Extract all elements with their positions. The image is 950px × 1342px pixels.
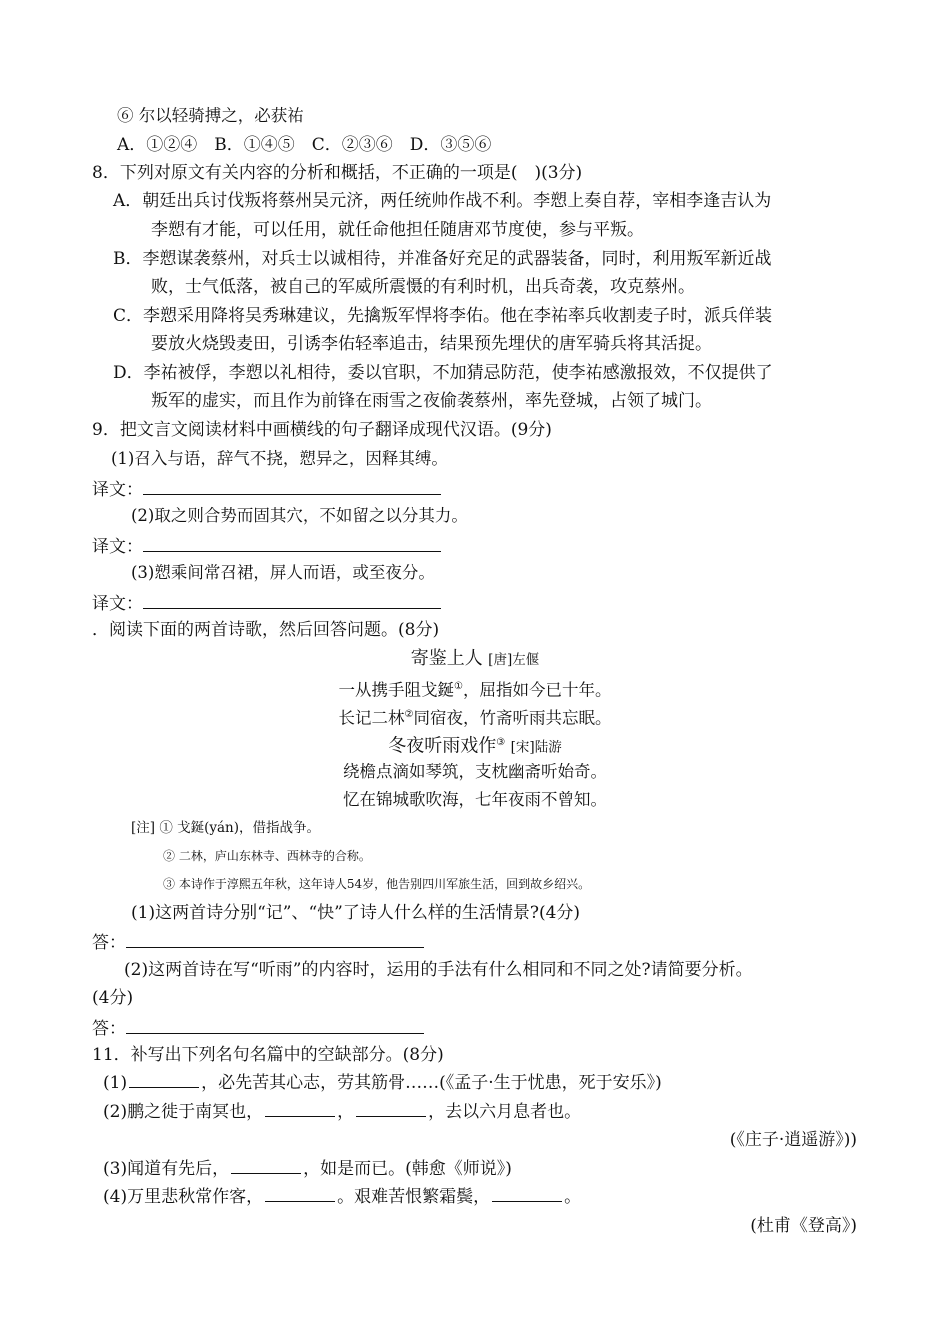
q11-item-3-text-b: ，如是而已。(韩愈《师说》)	[303, 1159, 512, 1179]
q10-answer-1	[92, 929, 424, 955]
q7-item-6: ⑥ 尔以轻骑搏之，必获祐	[117, 106, 304, 125]
fill-blank[interactable]	[492, 1185, 562, 1202]
answer-blank-line[interactable]	[126, 1015, 424, 1034]
note-3: ③ 本诗作于淳熙五年秋，这年诗人54岁，他告别四川军旅生活，回到故乡绍兴。	[163, 877, 591, 891]
fill-blank[interactable]	[231, 1157, 301, 1174]
poem1-line-2-text-b: 同宿夜，竹斋听雨共忘眠。	[413, 708, 612, 728]
poem2-line-1: 绕檐点滴如琴筑，支枕幽斋听始奇。	[343, 762, 607, 781]
poem1-title: 寄鉴上人	[410, 648, 483, 669]
answer-label: 答：	[92, 933, 126, 953]
q11-item-2-text-c: ，去以六月息者也。	[428, 1102, 582, 1122]
answer-label: 译文：	[92, 480, 143, 500]
q9-stem: 9．把文言文阅读材料中画横线的句子翻译成现代汉语。(9分)	[92, 420, 552, 440]
fill-blank[interactable]	[129, 1071, 199, 1088]
answer-blank-line[interactable]	[143, 590, 441, 609]
q11-item-3-text-a: (3)闻道有先后，	[103, 1159, 230, 1179]
q7-options: A．①②④ B．①④⑤ C．②③⑥ D．③⑤⑥	[117, 135, 492, 155]
q11-item-4	[103, 1185, 581, 1209]
q11-item-4-source: (杜甫《登高》)	[750, 1216, 857, 1236]
q8-option-a-line2: 李愬有才能，可以任用，就任命他担任随唐邓节度使，参与平叛。	[151, 220, 644, 240]
q10-stem: ．阅读下面的两首诗歌，然后回答问题。(8分)	[92, 620, 440, 640]
fill-blank[interactable]	[265, 1100, 335, 1117]
poem1-line-1-text-b: ，屈指如今已十年。	[462, 680, 612, 700]
q8-option-d-line1: D．李祐被俘，李愬以礼相待，委以官职，不加猜忌防范，使李祐感激报效，不仅提供了	[113, 363, 773, 383]
q11-item-4-text-b: 。艰难苦恨繁霜鬓，	[337, 1187, 491, 1207]
q10-question-2-score: (4分)	[92, 988, 134, 1008]
answer-label: 译文：	[92, 537, 143, 557]
q11-item-2-source: (《庄子·逍遥游》))	[729, 1130, 857, 1150]
q11-item-1	[103, 1071, 662, 1095]
q11-item-2-text-a: (2)鹏之徙于南冥也，	[103, 1102, 264, 1122]
q8-option-b-line2: 败，士气低落，被自己的军威所震慑的有利时机，出兵奇袭，攻克蔡州。	[151, 277, 695, 297]
q11-item-1-text-a: (1)	[103, 1073, 128, 1093]
fill-blank[interactable]	[356, 1100, 426, 1117]
q11-item-4-text-a: (4)万里悲秋常作客，	[103, 1187, 264, 1207]
q11-stem: 11．补写出下列名句名篇中的空缺部分。(8分)	[92, 1045, 444, 1065]
note-2: ② 二林，庐山东林寺、西林寺的合称。	[163, 849, 371, 863]
answer-blank-line[interactable]	[143, 476, 441, 495]
q9-sentence-1: (1)召入与语，辞气不挠，愬异之，因释其缚。	[111, 449, 448, 468]
poem1-line-1-text-a: 一从携手阻戈鋋	[338, 680, 455, 700]
q9-sentence-2: (2)取之则合势而固其穴，不如留之以分其力。	[131, 506, 468, 525]
q8-option-c-line2: 要放火烧毁麦田，引诱李佑轻率追击，结果预先埋伏的唐军骑兵将其活捉。	[151, 334, 712, 354]
q11-item-2-text-b: ，	[337, 1102, 355, 1122]
poem2-line-2: 忆在锦城歌吹海，七年夜雨不曾知。	[343, 790, 607, 809]
q11-item-3	[103, 1157, 512, 1181]
fill-blank[interactable]	[265, 1185, 335, 1202]
q9-answer-3	[92, 590, 441, 616]
q11-item-4-text-c: 。	[564, 1187, 582, 1207]
q9-sentence-3: (3)愬乘间常召裙，屏人而语，或至夜分。	[131, 563, 435, 582]
poem1-line-1	[0, 675, 950, 703]
q9-answer-2	[92, 533, 441, 559]
poem2-heading	[0, 731, 950, 760]
poem1-heading	[0, 647, 950, 672]
poem2-author: [宋]陆游	[510, 739, 562, 756]
q11-item-2	[103, 1100, 581, 1124]
q8-stem: 8．下列对原文有关内容的分析和概括，不正确的一项是( )(3分)	[92, 163, 583, 183]
q8-option-a-line1: A．朝廷出兵讨伐叛将蔡州吴元济，两任统帅作战不利。李愬上奏自荐，宰相李逢吉认为	[113, 191, 772, 211]
poem1-line-2-text-a: 长记二林	[338, 708, 405, 728]
answer-label: 译文：	[92, 594, 143, 614]
answer-blank-line[interactable]	[143, 533, 441, 552]
q10-question-2: (2)这两首诗在写“听雨”的内容时，运用的手法有什么相同和不同之处?请简要分析。	[124, 960, 753, 980]
poem1-author: [唐]左偃	[488, 652, 540, 668]
q11-item-1-text-b: ，必先苦其心志，劳其筋骨……(《孟子·生于忧患，死于安乐》)	[201, 1073, 662, 1093]
q8-option-c-line1: C．李愬采用降将吴秀琳建议，先擒叛军悍将李佑。他在李祐率兵收割麦子时，派兵佯装	[113, 306, 773, 326]
note-1: [注] ① 戈鋋(yán)，借指战争。	[131, 820, 321, 836]
footnote-marker: ①	[454, 681, 463, 692]
footnote-marker: ③	[496, 737, 506, 748]
poem1-line-2	[0, 703, 950, 731]
q9-answer-1	[92, 476, 441, 502]
q10-question-1: (1)这两首诗分别“记”、“快”了诗人什么样的生活情景?(4分)	[131, 903, 581, 923]
q8-option-d-line2: 叛军的虚实，而且作为前锋在雨雪之夜偷袭蔡州，率先登城，占领了城门。	[151, 391, 712, 411]
answer-blank-line[interactable]	[126, 929, 424, 948]
footnote-marker: ②	[404, 709, 414, 720]
q10-answer-2	[92, 1015, 424, 1041]
q8-option-b-line1: B．李愬谋袭蔡州，对兵士以诚相待，并准备好充足的武器装备，同时，利用叛军新近战	[113, 249, 772, 269]
answer-label: 答：	[92, 1019, 126, 1039]
poem2-title: 冬夜听雨戏作	[388, 735, 497, 757]
